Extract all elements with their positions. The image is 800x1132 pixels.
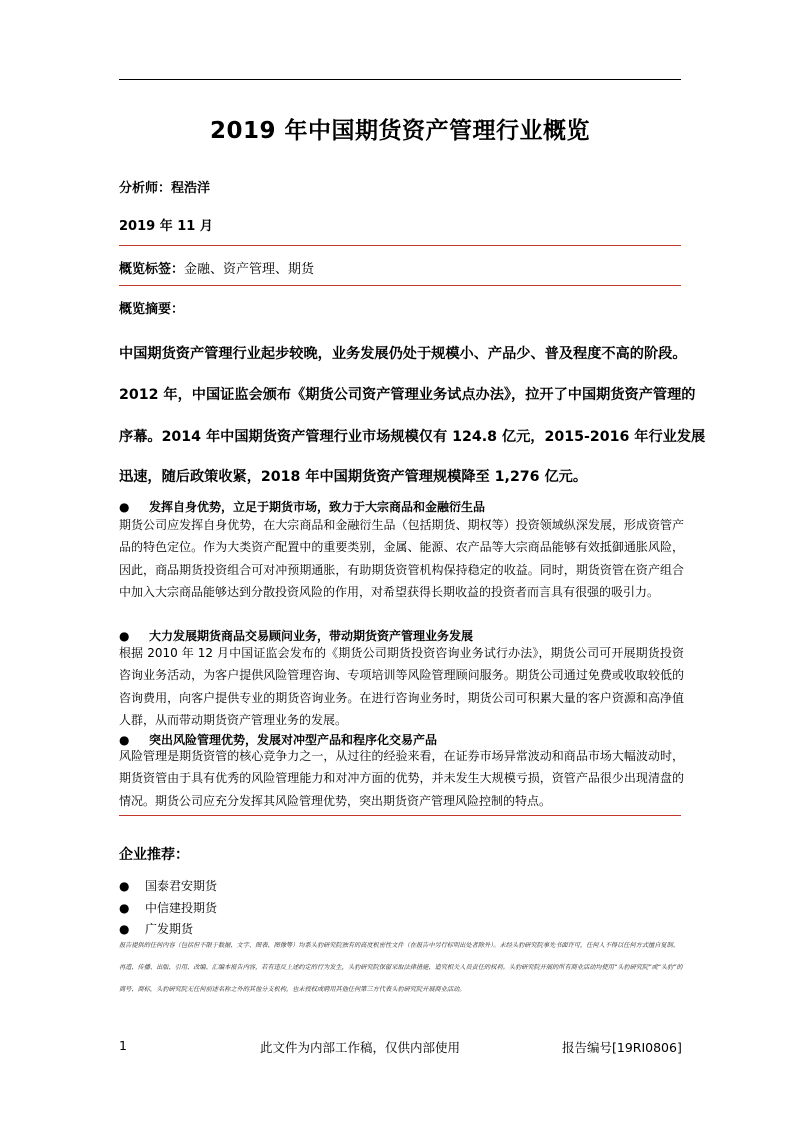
tags-value: 金融、资产管理、期货 <box>184 262 315 277</box>
tags-line <box>119 258 314 277</box>
section-body-1: 期货公司应发挥自身优势，在大宗商品和金融衍生品（包括期货、期权等）投资领域纵深发展，形成资管产品的特色定位。作为大类资产配置中的重要类别，金属、能源、农产品等大宗商品能够有效抵御通胀风险，因此，商品期货投资组合可对冲预期通胀，有助期货资管机构保持稳定的收益。同时，期货资管在资产组合中加入大宗商品能够达到分散投资风险的作用，对希望获得长期收益的投资者而言具有很强的吸引力。 <box>119 518 684 599</box>
section-heading-text: 大力发展期货商品交易顾问业务，带动期货资产管理业务发展 <box>149 629 474 643</box>
page-number: 1 <box>119 1038 127 1053</box>
bullet-icon: ● <box>119 629 130 643</box>
recommend-item-text: 广发期货 <box>145 922 194 936</box>
section-heading-1 <box>119 498 485 515</box>
recommend-item <box>119 899 217 916</box>
analyst-line: 分析师：程浩洋 <box>119 181 211 196</box>
recommend-label: 企业推荐： <box>119 847 189 863</box>
bullet-icon: ● <box>119 879 130 893</box>
summary-line-2: 2012 年，中国证监会颁布《期货公司资产管理业务试点办法》，拉开了中国期货资产管理的 <box>119 387 696 403</box>
report-date: 2019 年 11 月 <box>119 219 213 234</box>
disclaimer: 报告提供的任何内容（包括但不限于数据、文字、图表、图像等）均系头豹研究院独有的高度机密性文件（在报告中另行标明出处者除外）。未经头豹研究院事先书面许可，任何人不得以任何方式擅自复制、再造、传播、出版、引用、改编、汇编本报告内容，若有违反上述约定的行为发生，头豹研究院保留采取法律措施、追究相关人员责任的权利。头豹研究院开展的所有商业活动均使用“头豹研究院”或“头豹”的商号、商标，头豹研究院无任何前述名称之外的其他分支机构，也未授权或聘用其他任何第三方代表头豹研究院开展商业活动。 <box>119 942 683 993</box>
bullet-icon: ● <box>119 922 130 936</box>
page-title: 2019 年中国期货资产管理行业概览 <box>209 118 591 144</box>
section-body-3: 风险管理是期货资管的核心竞争力之一，从过往的经验来看，在证券市场异常波动和商品市场大幅波动时，期货资管由于具有优秀的风险管理能力和对冲方面的优势，并未发生大规模亏损，资管产品很少出现清盘的情况。期货公司应充分发挥其风险管理优势，突出期货资产管理风险控制的特点。 <box>119 749 684 808</box>
summary-line-1: 中国期货资产管理行业起步较晚，业务发展仍处于规模小、产品少、普及程度不高的阶段。 <box>119 346 687 362</box>
bullet-icon: ● <box>119 901 130 915</box>
bullet-icon: ● <box>119 500 130 514</box>
report-id: 报告编号[19RI0806] <box>562 1040 682 1055</box>
summary-line-3: 序幕。2014 年中国期货资产管理行业市场规模仅有 124.8 亿元，2015-2016 年行业发展 <box>119 429 706 445</box>
recommend-item-text: 中信建投期货 <box>145 901 218 915</box>
tags-label: 概览标签： <box>119 262 185 277</box>
bullet-icon: ● <box>119 733 130 747</box>
divider-red-2 <box>119 285 681 286</box>
section-heading-text: 突出风险管理优势，发展对冲型产品和程序化交易产品 <box>149 733 438 747</box>
summary-line-4: 迅速，随后政策收紧，2018 年中国期货资产管理规模降至 1,276 亿元。 <box>119 469 588 485</box>
section-heading-text: 发挥自身优势，立足于期货市场，致力于大宗商品和金融衍生品 <box>149 500 486 514</box>
divider-red-3 <box>119 815 681 816</box>
summary-label: 概览摘要： <box>119 302 185 317</box>
recommend-item <box>119 877 217 894</box>
footer-notice: 此文件为内部工作稿，仅供内部使用 <box>260 1040 461 1055</box>
top-rule <box>119 79 681 80</box>
recommend-item-text: 国泰君安期货 <box>145 879 218 893</box>
section-body-2: 根据 2010 年 12 月中国证监会发布的《期货公司期货投资咨询业务试行办法》，期货公司可开展期货投资咨询业务活动，为客户提供风险管理咨询、专项培训等风险管理顾问服务。期货公司通过免费或收取较低的咨询费用，向客户提供专业的期货咨询业务。在进行咨询业务时，期货公司可积累大量的客户资源和高净值人群，从而带动期货资产管理业务的发展。 <box>119 646 684 727</box>
divider-red-1 <box>119 245 681 246</box>
